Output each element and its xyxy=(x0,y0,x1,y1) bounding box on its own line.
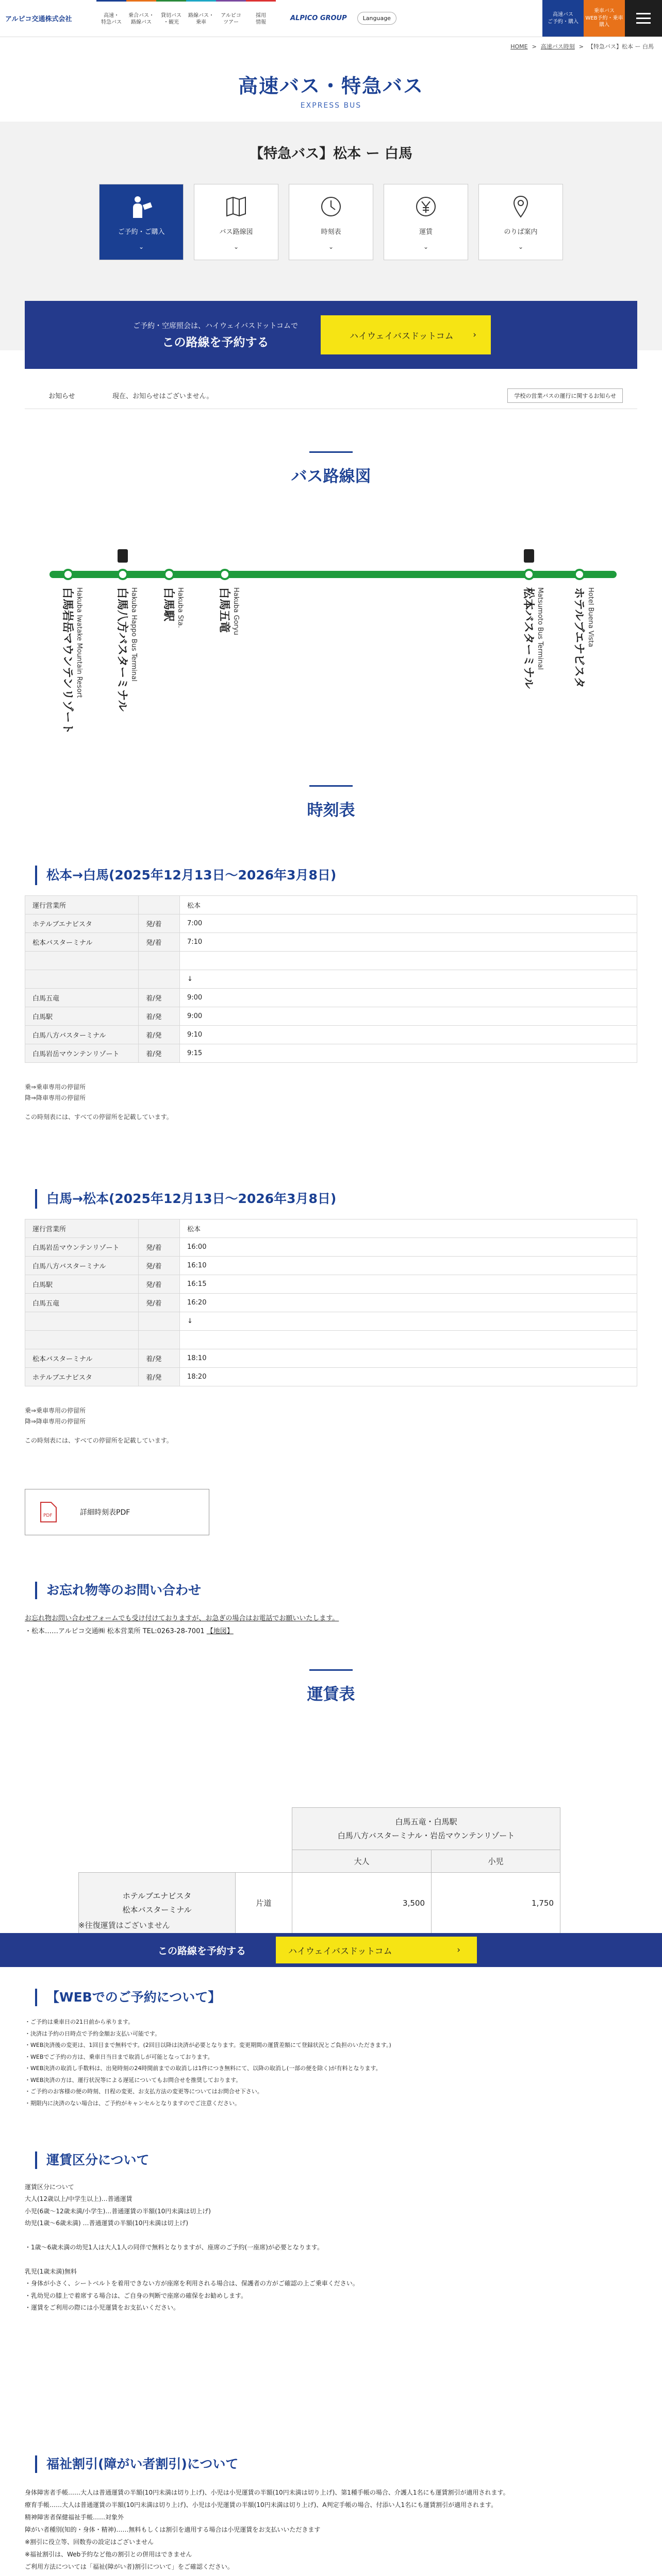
stop-name: ホテルブエナビスタ xyxy=(25,914,139,933)
list-item xyxy=(25,2230,637,2242)
timetable-office: 松本 xyxy=(180,896,637,914)
stop-type xyxy=(139,970,180,989)
lost-items-title: お忘れ物等のお問い合わせ xyxy=(35,1582,627,1599)
route-stop-name: 白馬八方バスターミナル xyxy=(115,587,128,711)
fare-note: ※往復運賃はございません xyxy=(78,1921,170,1930)
bus-terminal-icon xyxy=(118,549,128,563)
timetable-2-title: 白馬→松本(2025年12月13日〜2026年3月8日) xyxy=(35,1189,627,1209)
nav-alpico-tour[interactable]: アルピコ ツアー xyxy=(216,0,246,37)
stop-time: 9:00 xyxy=(180,1007,637,1026)
fare-origin: ホテルブエナビスタ 松本バスターミナル xyxy=(79,1873,236,1934)
table-row xyxy=(25,1275,637,1294)
list-item: ご利用方法については「福祉(障がい者)割引について」をご確認ください。 xyxy=(25,2563,234,2570)
list-item: ・WEBでご予約の方は、乗車日当日まで取消しが可能となっております。 xyxy=(25,2053,213,2060)
route-stop-marker xyxy=(220,570,229,579)
route-stop-marker xyxy=(524,570,534,579)
notice-text: 現在、お知らせはございません。 xyxy=(112,393,213,400)
arrow-right-icon: › xyxy=(473,330,477,340)
stop-type: 発/着 xyxy=(139,933,180,952)
table-row xyxy=(25,933,637,952)
stop-type: 着/発 xyxy=(139,1007,180,1026)
stop-type: 発/着 xyxy=(139,914,180,933)
fare-class-text xyxy=(25,2181,637,2314)
list-item: 乳児(1歳未満)無料 xyxy=(25,2267,77,2275)
menu-reservation[interactable]: ご予約・ご購入 ⌄ xyxy=(99,184,184,260)
menu-timetable[interactable]: 時刻表 ⌄ xyxy=(289,184,373,260)
list-item: ※割引に役立等、回数券の設定はございません xyxy=(25,2538,154,2546)
list-item: ・WEB決済の取消し手数料は、出発時刻の24時間前までの取消しは1件につき無料にて、以降の取消し(一部の便を除く)が有料となります。 xyxy=(25,2065,382,2072)
list-item xyxy=(25,2253,637,2265)
table-row xyxy=(25,1331,637,1349)
notice-row xyxy=(25,382,637,409)
stop-time: ↓ xyxy=(180,970,637,989)
stop-name: 白馬八方バスターミナル xyxy=(25,1026,139,1044)
menu-fare[interactable]: 運賃 ⌄ xyxy=(384,184,468,260)
header-web-booking-button[interactable]: 乗車バス WEB予約・乗車 購入 xyxy=(584,0,625,37)
list-item: ・身体が小さく、シートベルトを着用できない方が座席を利用される場合は、保護者の方がご確認の上ご乗車ください。 xyxy=(25,2280,359,2287)
list-item: ・運賃をご利用の際には小児運賃をお支払いください。 xyxy=(25,2303,180,2311)
route-stop-name: 松本バスターミナル xyxy=(522,587,535,689)
stop-time: 7:00 xyxy=(180,914,637,933)
yen-icon xyxy=(413,194,438,219)
stop-name: 松本バスターミナル xyxy=(25,1349,139,1368)
table-row xyxy=(25,1349,637,1368)
route-stop-name: 白馬駅 xyxy=(162,587,175,622)
list-item: 幼児(1歳〜6歳未満) …普通運賃の半額(10円未満は切上げ) xyxy=(25,2219,189,2227)
stop-name: 白馬駅 xyxy=(25,1275,139,1294)
route-stop-name-en: Matsumoto Bus Terminal xyxy=(536,587,544,670)
nav-charter-bus[interactable]: 貸切バス ・観光 xyxy=(156,0,186,37)
table-row xyxy=(25,1257,637,1275)
table-row xyxy=(25,1044,637,1063)
stop-time: ↓ xyxy=(180,1312,637,1331)
stop-time xyxy=(180,1331,637,1349)
route-stop-name-en: Hakuba Sta. xyxy=(176,587,184,628)
list-item: 大人(12歳以上/中学生以上)…普通運賃 xyxy=(25,2195,133,2203)
timetable-2 xyxy=(25,1219,637,1386)
booking-banner xyxy=(25,301,637,369)
route-stop-name-en: Hakuba Iwatake Mountain Resort xyxy=(75,587,83,698)
stop-time: 16:00 xyxy=(180,1238,637,1257)
table-row xyxy=(25,1368,637,1386)
breadcrumb-home[interactable]: HOME xyxy=(510,43,528,50)
stop-name: 白馬岩岳マウンテンリゾート xyxy=(25,1238,139,1257)
site-header xyxy=(0,0,662,37)
stop-type: 着/発 xyxy=(139,989,180,1007)
timetable-office-label: 運行営業所 xyxy=(25,1219,139,1238)
ticket-person-icon xyxy=(129,194,154,219)
stop-name xyxy=(25,952,139,970)
stop-time: 16:20 xyxy=(180,1294,637,1312)
fare-destination: 白馬五竜・白馬駅 白馬八方バスターミナル・岩岳マウンテンリゾート xyxy=(292,1808,560,1850)
route-stop-name: 白馬五竜 xyxy=(218,587,230,633)
fare-child-value: 1,750 xyxy=(432,1873,560,1934)
list-item: 小児(6歳〜12歳未満/小学生)…普通運賃の半額(10円未満は切上げ) xyxy=(25,2207,211,2215)
stop-type: 着/発 xyxy=(139,1349,180,1368)
bus-terminal-icon xyxy=(524,549,534,563)
table-row xyxy=(25,1007,637,1026)
fare-adult-header: 大人 xyxy=(292,1850,432,1873)
timetable-office: 松本 xyxy=(180,1219,637,1238)
list-item: ・ご予約のお客様の便の時刻、日程の変更、お支払方法の変更等についてはお問合せ下さい。 xyxy=(25,2088,263,2095)
clock-icon xyxy=(319,194,343,219)
fare-class-title: 運賃区分について xyxy=(35,2151,627,2169)
list-item: ・乳幼児の膝上で着席する場合は、ご自身の判断で座席の確保をお勧めします。 xyxy=(25,2292,247,2299)
route-map xyxy=(0,536,662,757)
stop-type: 着/発 xyxy=(139,1368,180,1386)
route-stop-name: 白馬岩岳マウンテンリゾート xyxy=(61,587,74,734)
route-stop-name-en: Hakuba Goryu xyxy=(232,587,240,635)
table-row xyxy=(25,1312,637,1331)
fare-trip-type: 片道 xyxy=(236,1873,292,1934)
list-item: ・1歳〜6歳未満の幼児1人は大人1人の同伴で無料となりますが、座席のご予約(一座席)が必要となります。 xyxy=(25,2243,323,2251)
web-reservation-text xyxy=(25,2016,637,2109)
table-row xyxy=(25,970,637,989)
list-item: 運賃区分について xyxy=(25,2183,74,2191)
list-item: 療育手帳……大人は普通運賃の半額(10円未満は切り上げ)、小児は小児運賃の半額(10円未満は切り上げ)、A判定手帳の場合、付添い人1名にも運賃割引が適用されます。 xyxy=(25,2501,498,2509)
stop-time: 18:20 xyxy=(180,1368,637,1386)
route-stop-marker xyxy=(118,570,127,579)
hamburger-menu-icon[interactable] xyxy=(625,0,662,37)
table-row xyxy=(25,1294,637,1312)
sticky-booking-bar xyxy=(0,1933,662,1967)
page-title-block xyxy=(0,56,662,122)
sticky-highway-bus-button[interactable]: ハイウェイバスドットコム › xyxy=(276,1937,477,1963)
booking-banner-caption: ご予約・空席照会は、ハイウェイバスドットコムで xyxy=(133,321,299,330)
pdf-file-icon xyxy=(40,1501,57,1523)
list-item: ※福祉割引は、Web予約など他の割引との併用はできません xyxy=(25,2551,192,2558)
timetable-office-label: 運行営業所 xyxy=(25,896,139,914)
language-selector[interactable]: Language xyxy=(357,0,396,37)
route-stop-marker xyxy=(63,570,73,579)
stop-name: 白馬五竜 xyxy=(25,1294,139,1312)
lost-items-text: お忘れ物お問い合わせフォームでも受け付けておりますが、お急ぎの場合はお電話でお願いいたします。 ・松本……アルピコ交通㈱ 松本営業所 TEL:0263-28-7001 【地図】 xyxy=(25,1615,339,1635)
breadcrumb-current: 【特急バス】松本 ー 白馬 xyxy=(588,43,654,50)
route-menu xyxy=(0,184,662,260)
stop-time: 9:10 xyxy=(180,1026,637,1044)
pin-icon xyxy=(508,194,533,219)
alpico-group-logo[interactable]: ALPICO GROUP xyxy=(290,14,347,22)
booking-banner-title: この路線を予約する xyxy=(162,335,269,349)
list-item: ・WEB決済後の変更は、1回目まで無料です。(2回目以降は決済が必要となります。変更期間の運賃差額にて登録状況とご負担のいただきます。) xyxy=(25,2042,391,2049)
global-nav xyxy=(96,0,276,37)
timetable-1 xyxy=(25,895,637,1063)
stop-time: 16:10 xyxy=(180,1257,637,1275)
list-item: ・期限内に決済のない場合は、ご予約がキャンセルとなりますのでご注意ください。 xyxy=(25,2099,240,2107)
fare-table xyxy=(78,1807,560,1934)
stop-name: 松本バスターミナル xyxy=(25,933,139,952)
nav-recruit[interactable]: 採用 情報 xyxy=(246,0,276,37)
company-logo[interactable]: アルピコ交通株式会社 xyxy=(5,15,72,23)
timetable-1-title: 松本→白馬(2025年12月13日〜2026年3月8日) xyxy=(35,866,627,885)
stop-type: 発/着 xyxy=(139,1294,180,1312)
list-item: 身体障害者手帳……大人は普通運賃の半額(10円未満は切り上げ)、小児は小児運賃の半額(10円未満は切り上げ)、第1種手帳の場合、介護人1名にも運賃割引が適用されます。 xyxy=(25,2489,509,2496)
fare-adult-value: 3,500 xyxy=(292,1873,432,1934)
stop-time: 18:10 xyxy=(180,1349,637,1368)
sticky-booking-text: この路線を予約する xyxy=(158,1945,246,1957)
menu-bus-stop[interactable]: のりば案内 ⌄ xyxy=(478,184,563,260)
svg-text:PDF: PDF xyxy=(43,1513,53,1518)
table-row xyxy=(25,914,637,933)
stop-type: 発/着 xyxy=(139,1238,180,1257)
stop-name: 白馬八方バスターミナル xyxy=(25,1257,139,1275)
stop-type: 発/着 xyxy=(139,1275,180,1294)
stop-type: 発/着 xyxy=(139,1257,180,1275)
stop-type xyxy=(139,1312,180,1331)
list-item: ・ご予約は乗車日の21日前から承ります。 xyxy=(25,2019,134,2025)
fare-child-header: 小児 xyxy=(432,1850,560,1873)
page-subtitle: EXPRESS BUS xyxy=(300,101,362,110)
nav-local-bus[interactable]: 乗合バス・ 路線バス xyxy=(126,0,156,37)
breadcrumb: HOME > 高速バス時刻 > 【特急バス】松本 ー 白馬 xyxy=(510,43,654,50)
route-name: 【特急バス】松本 ー 白馬 xyxy=(250,146,412,162)
list-item: 精神障害者保健福祉手帳……対象外 xyxy=(25,2514,124,2521)
table-row xyxy=(25,989,637,1007)
route-stop-name-en: Hotel Buena Vista xyxy=(587,587,594,648)
welfare-discount-title: 福祉割引(障がい者割引)について xyxy=(35,2455,627,2473)
welfare-discount-text xyxy=(25,2486,637,2573)
stop-name xyxy=(25,1331,139,1349)
table-row xyxy=(25,1026,637,1044)
list-item: 障がい者種別(知的・身体・精神)……無料もしくは割引を適用する場合は小児運賃をお支払いいただきます xyxy=(25,2526,321,2533)
stop-name: 白馬五竜 xyxy=(25,989,139,1007)
web-reservation-title: 【WEBでのご予約について】 xyxy=(35,1989,627,2006)
notice-label: お知らせ xyxy=(48,393,75,400)
stop-time: 9:00 xyxy=(180,989,637,1007)
header-express-booking-button[interactable]: 高速バス ご予約・購入 xyxy=(542,0,584,37)
timetable-pdf-button[interactable]: PDF 詳細時刻表PDF xyxy=(25,1489,209,1535)
nav-express-bus[interactable]: 高速・ 特急バス xyxy=(96,0,126,37)
highway-bus-button[interactable]: ハイウェイバスドットコム › xyxy=(321,315,491,354)
table-row xyxy=(25,952,637,970)
route-stop-name: ホテルブエナビスタ xyxy=(572,587,585,688)
stop-type xyxy=(139,1331,180,1349)
list-item: ・WEB決済の方は、運行状況等による遅延についてもお問合せを推奨しております。 xyxy=(25,2076,242,2083)
stop-name: 白馬駅 xyxy=(25,1007,139,1026)
stop-type: 着/発 xyxy=(139,1026,180,1044)
stop-name: 白馬岩岳マウンテンリゾート xyxy=(25,1044,139,1063)
notice-link-button[interactable]: 学校の営業バスの運行に関するお知らせ xyxy=(507,388,623,403)
map-icon xyxy=(224,194,249,219)
stop-name xyxy=(25,1312,139,1331)
page-title: 高速バス・特急バス xyxy=(238,75,424,97)
timetable-2-notes: 乗⇒乗車専用の停留所 降⇒降車専用の停留所 この時刻表には、すべての停留所を記載しています。 xyxy=(25,1407,173,1444)
lost-items-form-link[interactable]: お忘れ物お問い合わせフォームでも受け付けておりますが、お急ぎの場合はお電話でお願いいたします。 xyxy=(25,1615,339,1622)
matsumoto-office-map-link[interactable]: 【地図】 xyxy=(206,1627,234,1635)
route-map-heading: バス路線図 xyxy=(0,451,662,486)
list-item: ・決済は予約の日時点で予約金額お支払い可能です。 xyxy=(25,2030,161,2037)
stop-time: 7:10 xyxy=(180,933,637,952)
breadcrumb-express[interactable]: 高速バス時刻 xyxy=(540,43,575,50)
stop-time xyxy=(180,952,637,970)
stop-type xyxy=(139,952,180,970)
route-stop-marker xyxy=(575,570,584,579)
nav-route-bus[interactable]: 路線バス・ 乗車 xyxy=(186,0,216,37)
route-stop-marker xyxy=(164,570,174,579)
fare-heading: 運賃表 xyxy=(0,1669,662,1704)
stop-name: ホテルブエナビスタ xyxy=(25,1368,139,1386)
table-row xyxy=(25,1238,637,1257)
arrow-right-icon: › xyxy=(457,1945,461,1955)
stop-name xyxy=(25,970,139,989)
stop-time: 9:15 xyxy=(180,1044,637,1063)
menu-route-map[interactable]: バス路線図 ⌄ xyxy=(194,184,278,260)
route-stop-name-en: Hakuba Happo Bus Terminal xyxy=(130,587,138,682)
stop-type: 着/発 xyxy=(139,1044,180,1063)
stop-time: 16:15 xyxy=(180,1275,637,1294)
timetable-1-notes: 乗⇒乗車専用の停留所 降⇒降車専用の停留所 この時刻表には、すべての停留所を記載しています。 xyxy=(25,1083,173,1121)
timetable-heading: 時刻表 xyxy=(0,785,662,820)
